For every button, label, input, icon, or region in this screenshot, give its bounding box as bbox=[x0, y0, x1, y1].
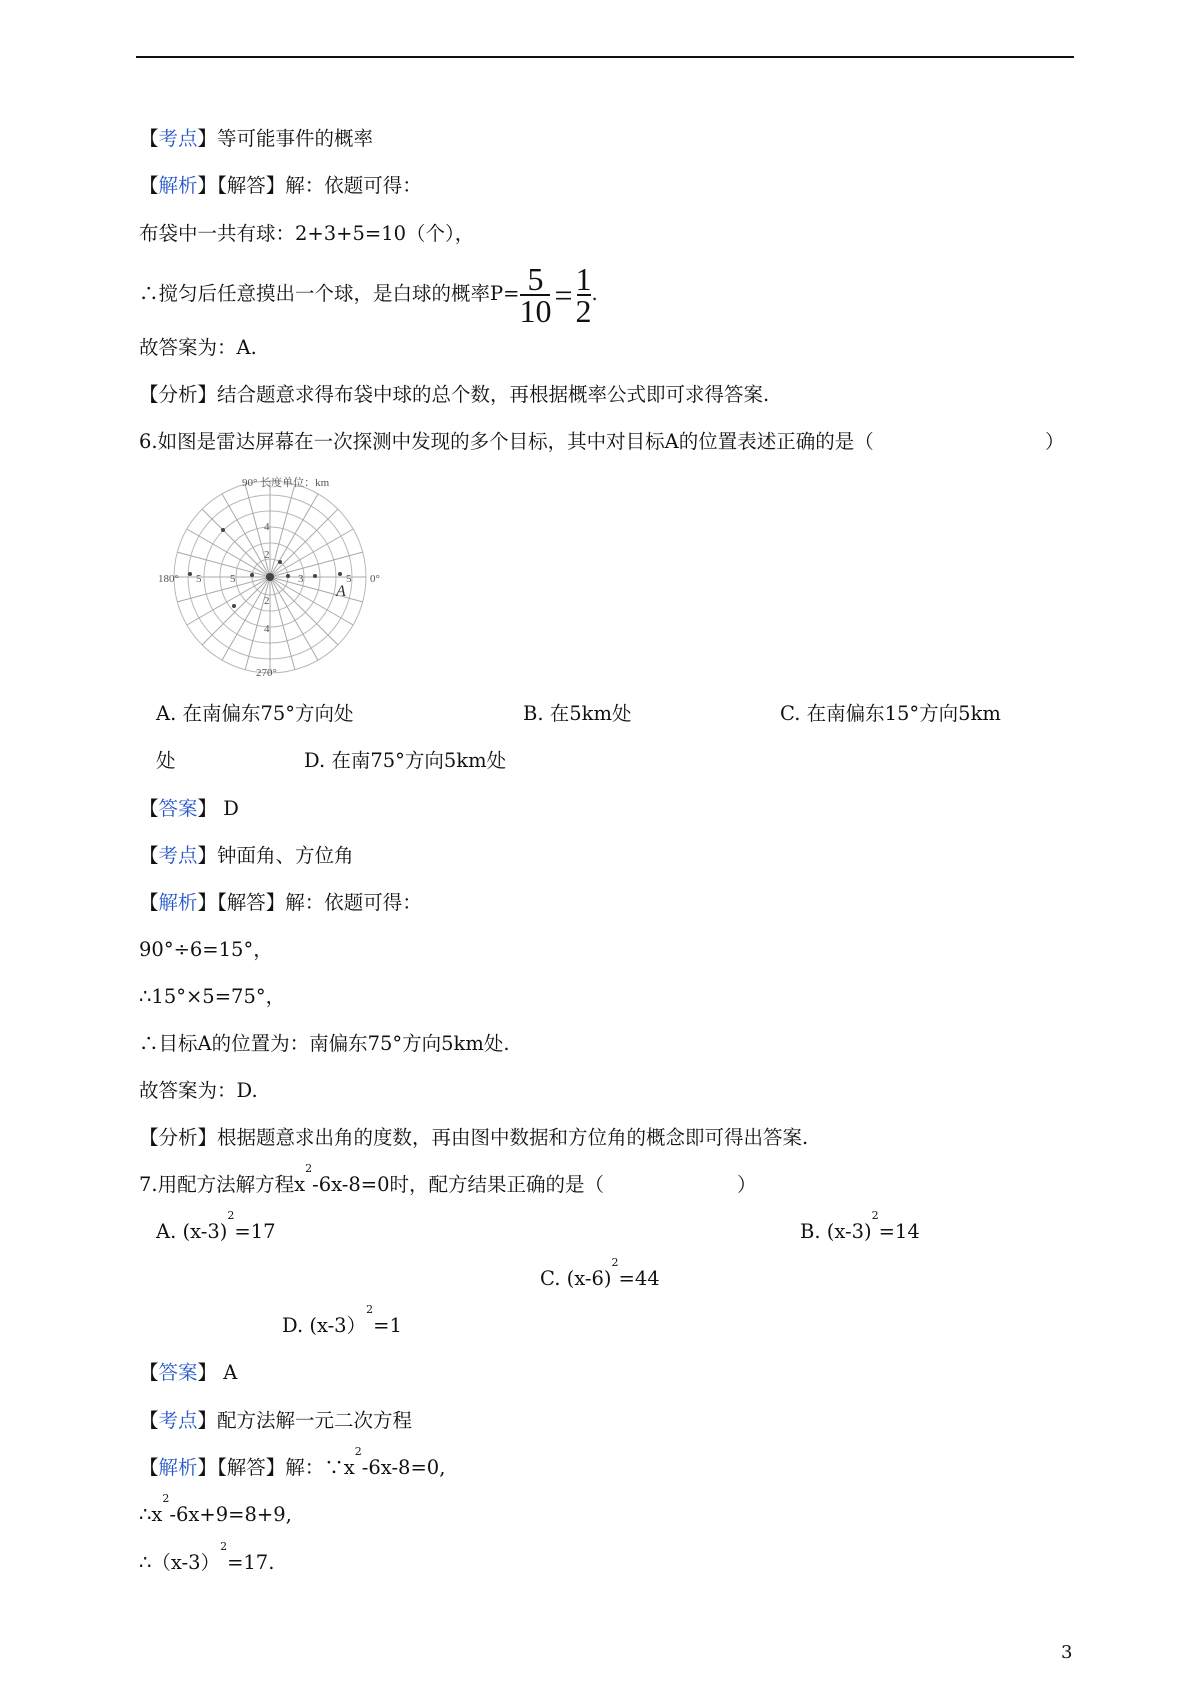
radar-ring-label: 5 bbox=[196, 573, 202, 585]
q7-option-a: A. $(x-3)^2=17$ bbox=[156, 1209, 276, 1243]
line-kaodian-2: 【考点】钟面角、方位角 bbox=[139, 844, 354, 867]
radar-ring-label: 5 bbox=[346, 573, 352, 585]
q6-option-c: C. 在南偏东15°方向5km bbox=[780, 702, 1001, 725]
radar-unit-label: 90° 长度单位：km bbox=[242, 477, 330, 489]
q6-option-d: D. 在南75°方向5km处 bbox=[304, 749, 507, 772]
radar-ring-label: 4 bbox=[264, 521, 270, 533]
line-calc-2: ∴15°×5=75°， bbox=[139, 985, 286, 1008]
line-answer-2: 故答案为：D. bbox=[139, 1079, 258, 1102]
line-daan-2: 【答案】 D bbox=[139, 797, 239, 820]
radar-diagram bbox=[150, 472, 398, 680]
line-step-1: $\therefore x^2-6x+9=8+9$, bbox=[139, 1492, 292, 1526]
line-fenxi-1: 【分析】结合题意求得布袋中球的总个数，再根据概率公式即可求得答案. bbox=[139, 383, 770, 406]
q6-option-b: B. 在5km处 bbox=[523, 702, 632, 725]
q7-option-c: C. $(x-6)^2=44$ bbox=[540, 1256, 660, 1290]
radar-ring-label: 3 bbox=[298, 573, 304, 585]
tag-jiexi: 解析 bbox=[158, 174, 198, 197]
line-kaodian-1: 【考点】等可能事件的概率 bbox=[139, 127, 374, 150]
fraction-5-10: $\frac{5}{10}$ bbox=[519, 260, 552, 329]
q7-option-d: D. (x-3）$^2$=1 bbox=[282, 1303, 402, 1337]
tag-kaodian: 考点 bbox=[158, 127, 198, 150]
question-7: 7.用配方法解方程$x^2-6x-8=0$时，配方结果正确的是（ bbox=[139, 1162, 605, 1196]
radar-label-270: 270° bbox=[256, 667, 277, 679]
line-calc-1: 90°÷6=15°， bbox=[139, 938, 273, 961]
fraction-1-2: $\frac{1}{2}$ bbox=[575, 260, 592, 329]
line-probability: ∴搅匀后任意摸出一个球，是白球的概率P= $\frac{5}{10}$ = $\frac{1}{2}$ . bbox=[139, 260, 598, 329]
line-daan-3: 【答案】 A bbox=[139, 1361, 238, 1384]
line-kaodian-3: 【考点】配方法解一元二次方程 bbox=[139, 1409, 413, 1432]
radar-ring-label: 4 bbox=[264, 623, 270, 635]
q6-option-c-cont: 处 bbox=[156, 749, 176, 772]
page-number: 3 bbox=[1061, 1642, 1073, 1663]
line-calc-3: ∴目标A的位置为：南偏东75°方向5km处. bbox=[139, 1032, 510, 1055]
question-7-close: ） bbox=[737, 1173, 757, 1196]
question-6-close: ） bbox=[1045, 430, 1065, 453]
line-balls: 布袋中一共有球：2+3+5=10（个）， bbox=[139, 222, 475, 245]
radar-label-0: 0° bbox=[370, 573, 380, 585]
line-answer-1: 故答案为：A. bbox=[139, 336, 257, 359]
question-6: 6.如图是雷达屏幕在一次探测中发现的多个目标，其中对目标A的位置表述正确的是（ bbox=[139, 430, 874, 453]
radar-target-a: A bbox=[336, 583, 346, 600]
line-jiexi-2: 【解析】【解答】解：依题可得： bbox=[139, 891, 422, 914]
line-fenxi-2: 【分析】根据题意求出角的度数，再由图中数据和方位角的概念即可得出答案. bbox=[139, 1126, 809, 1149]
line-step-2: $\therefore(x-3)^2=17$. bbox=[139, 1540, 275, 1574]
radar-label-180: 180° bbox=[158, 573, 179, 585]
line-jiexi-1: 【解析】【解答】解：依题可得： bbox=[139, 174, 422, 197]
q7-option-b: B. $(x-3)^2=14$ bbox=[800, 1209, 920, 1243]
line-jiexi-3: 【解析】【解答】解：$\because x^2-6x-8=0$, bbox=[139, 1445, 446, 1479]
radar-ring-label: 2 bbox=[264, 595, 270, 607]
radar-ring-label: 2 bbox=[264, 549, 270, 561]
q6-option-a: A. 在南偏东75°方向处 bbox=[156, 702, 354, 725]
radar-ring-label: 5 bbox=[230, 573, 236, 585]
header-rule bbox=[136, 56, 1074, 58]
